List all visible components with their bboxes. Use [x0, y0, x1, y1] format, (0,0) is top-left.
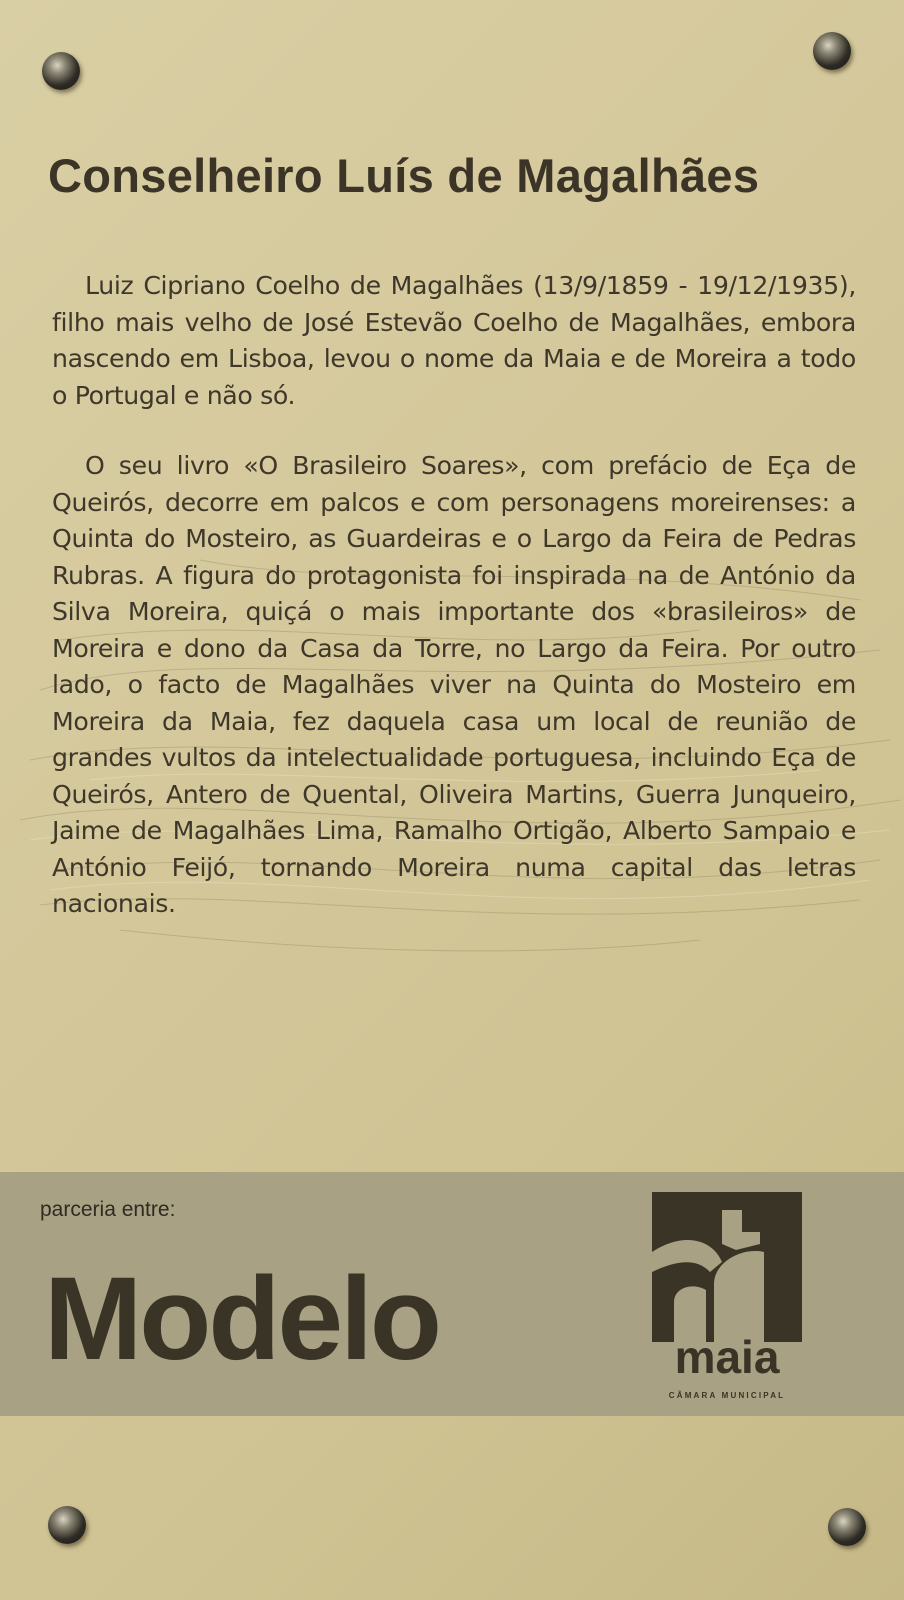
plaque-body: [52, 268, 856, 957]
screw-head-icon: [42, 52, 80, 90]
paragraph-intro: Luiz Cipriano Coelho de Magalhães (13/9/1859 - 19/12/1935), filho mais velho de José Estevão Coelho de Magalhães, embora nascendo em Lisboa, levou o nome da Maia e de Moreira a todo o Portugal e não só.: [52, 271, 856, 410]
paragraph-book: O seu livro «O Brasileiro Soares», com prefácio de Eça de Queirós, decorre em palcos e com personagens moreirenses: a Quinta do Mosteiro, as Guardeiras e o Largo da Feira de Pedras Rubras. A figura do protagonista foi inspirada na de António da Silva Moreira, quiçá o mais importante dos «brasileiros» de Moreira e dono da Casa da Torre, no Largo da Feira. Por outro lado, o facto de Magalhães viver na Quinta do Mosteiro em Moreira da Maia, fez daquela casa um local de reunião de grandes vultos da intelectualidade portuguesa, incluindo Eça de Queirós, Antero de Quental, Oliveira Martins, Guerra Junqueiro, Jaime de Magalhães Lima, Ramalho Ortigão, Alberto Sampaio e António Feijó, tornando Moreira numa capital das letras nacionais.: [52, 451, 856, 918]
maia-logo-text: maia: [674, 1331, 780, 1383]
screw-head-icon: [48, 1506, 86, 1544]
plaque-title: Conselheiro Luís de Magalhães: [48, 149, 760, 202]
modelo-logo: Modelo: [44, 1253, 439, 1385]
maia-logo-subtitle: CÂMARA MUNICIPAL: [668, 1391, 786, 1400]
partner-label: parceria entre:: [40, 1198, 176, 1221]
screw-head-icon: [813, 32, 851, 70]
maia-emblem-icon: [652, 1192, 802, 1342]
screw-head-icon: [828, 1508, 866, 1546]
